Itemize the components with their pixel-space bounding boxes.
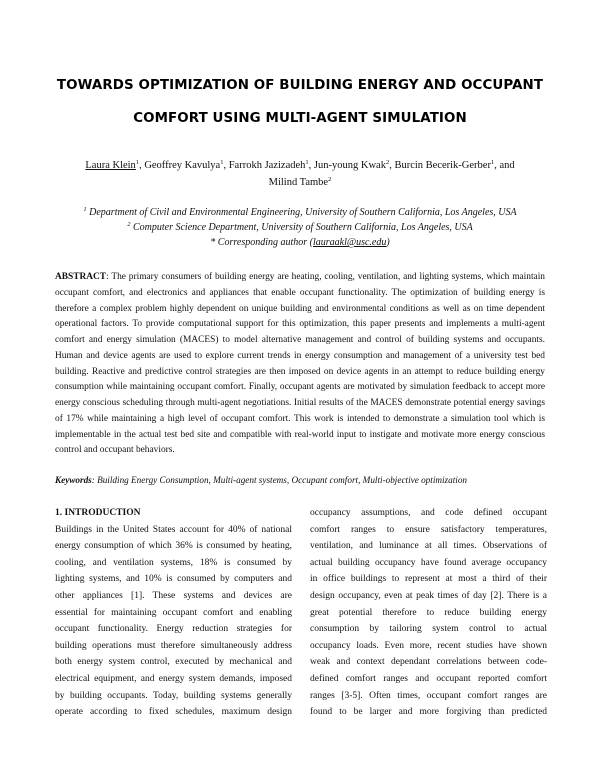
body-line: comfort ranges to ensure satisfactory temperatures, bbox=[310, 524, 547, 535]
abstract bbox=[55, 270, 545, 459]
affiliation-line-2 bbox=[40, 222, 560, 233]
paper-title-line-1: TOWARDS OPTIMIZATION OF BUILDING ENERGY AND OCCUPANT bbox=[56, 78, 544, 93]
body-line: by building occupants. Today, building systems generally bbox=[55, 690, 292, 701]
body-line: lighting systems, and 10% is consumed by computers and bbox=[55, 574, 292, 585]
author-name: Laura Klein bbox=[85, 160, 136, 171]
author-name: , Geoffrey Kavulya bbox=[139, 160, 221, 171]
author-name: Milind Tambe bbox=[268, 177, 329, 188]
right-column bbox=[310, 505, 547, 721]
body-line: occupancy loads. Even more, recent studies have shown bbox=[310, 640, 547, 651]
affiliation-marker: 2 bbox=[328, 176, 332, 183]
body-line: design occupancy, even at peak times of day [2]. There is a bbox=[310, 590, 547, 601]
author-name: , Burcin Becerik-Gerber bbox=[389, 160, 491, 171]
affiliation-line-1 bbox=[40, 207, 560, 218]
paper-title-line-2: COMFORT USING MULTI-AGENT SIMULATION bbox=[133, 111, 467, 126]
corresponding-author-prefix: * Corresponding author ( bbox=[210, 237, 313, 248]
keywords-text: : Building Energy Consumption, Multi-agent systems, Occupant comfort, Multi-objective optimization bbox=[91, 475, 468, 485]
affiliation-marker: 2 bbox=[127, 221, 131, 228]
author-name: , Farrokh Jazizadeh bbox=[223, 160, 306, 171]
body-line: occupancy assumptions, and code defined occupant bbox=[310, 508, 547, 518]
affiliation-text: Computer Science Department, University of Southern California, Los Angeles, USA bbox=[132, 222, 473, 233]
author-name: , Jun-young Kwak bbox=[308, 160, 386, 171]
corresponding-email-link[interactable]: lauraakl@usc.edu bbox=[313, 237, 387, 248]
abstract-label: ABSTRACT bbox=[55, 272, 107, 282]
abstract-text: : The primary consumers of building energy are heating, cooling, ventilation, and lighting systems, which maintain occupant comfort, and electronics and appliances that enable occupant functionality. The optimization of building energy is therefore a complex problem highly dependent on unique building and environmental conditions as well as on time dependent operational factors. To provide computational support for this optimization, this paper presents and implements a multi-agent comfort and energy simulation (MACES) to model alternative management and control of building systems and occupants. Human and device agents are used to explore current trends in energy consumption and management of a university test bed building. Reactive and predictive control strategies are then imposed on device agents in an attempt to reduce building energy consumption while maintaining occupant comfort. Finally, occupant agents are motivated by simulation feedback to accept more energy conscious scheduling through multi-agent negotiations. Initial results of the MACES demonstrate potential energy savings of 17% while maintaining a high level of occupant comfort. This work is intended to demonstrate a simulation tool which is implementable in the actual test bed site and compatible with real-world input to instigate and motivate more energy conscious control and occupant behaviors. bbox=[55, 272, 545, 456]
section-heading-introduction: 1. INTRODUCTION bbox=[55, 508, 141, 518]
author-conjunction: , and bbox=[494, 160, 515, 171]
affiliation-marker: 1 bbox=[490, 159, 495, 166]
body-line: consumption by tailoring system control to actual bbox=[310, 624, 547, 635]
body-line: Buildings in the United States account for 40% of national bbox=[55, 524, 292, 535]
body-line: cooling, and ventilation systems, 18% is consumed by bbox=[55, 557, 292, 568]
affiliation-marker: 2 bbox=[385, 159, 390, 166]
body-line: ventilation, and luminance at all times. Observations of bbox=[310, 541, 547, 552]
affiliation-marker: 1 bbox=[220, 159, 224, 166]
body-line: electrical equipment, and energy system demands, imposed bbox=[55, 673, 292, 684]
body-line: great potential therefore to reduce building energy bbox=[310, 607, 547, 618]
author-list bbox=[40, 157, 560, 191]
body-line: energy consumption of which 36% is consumed by heating, bbox=[55, 541, 292, 552]
affiliation-text: Department of Civil and Environmental Engineering, University of Southern California, Los Angeles, USA bbox=[89, 207, 517, 218]
body-line: found to be larger and more forgiving than predicted bbox=[310, 707, 547, 718]
affiliation-marker: 1 bbox=[83, 206, 87, 213]
body-line: operate according to fixed schedules, maximum design bbox=[55, 707, 292, 718]
body-line: building operations must therefore simultaneously address bbox=[55, 640, 292, 651]
body-line: in office buildings to represent at most a third of their bbox=[310, 574, 547, 585]
body-line: both energy system control, executed by mechanical and bbox=[55, 657, 292, 668]
keywords bbox=[55, 475, 545, 485]
body-line: other appliances [1]. These systems and devices are bbox=[55, 590, 292, 601]
body-line: essential for maintaining occupant comfort and enabling bbox=[55, 607, 292, 618]
keywords-label: Keywords bbox=[55, 475, 92, 485]
left-column bbox=[55, 505, 292, 721]
body-line: actual building occupancy have found average occupancy bbox=[310, 557, 547, 568]
body-line: occupant functionality. Energy reduction strategies for bbox=[55, 624, 292, 635]
corresponding-author-line bbox=[40, 237, 560, 248]
affiliation-marker: 1 bbox=[305, 159, 309, 166]
corresponding-author-suffix: ) bbox=[386, 237, 390, 248]
body-line: defined comfort ranges and occupant reported comfort bbox=[310, 673, 547, 684]
body-line: ranges [3-5]. Often times, occupant comfort ranges are bbox=[310, 690, 547, 701]
affiliation-marker: 1 bbox=[135, 159, 140, 166]
body-line: weak and context dependant correlations between code- bbox=[310, 657, 547, 668]
